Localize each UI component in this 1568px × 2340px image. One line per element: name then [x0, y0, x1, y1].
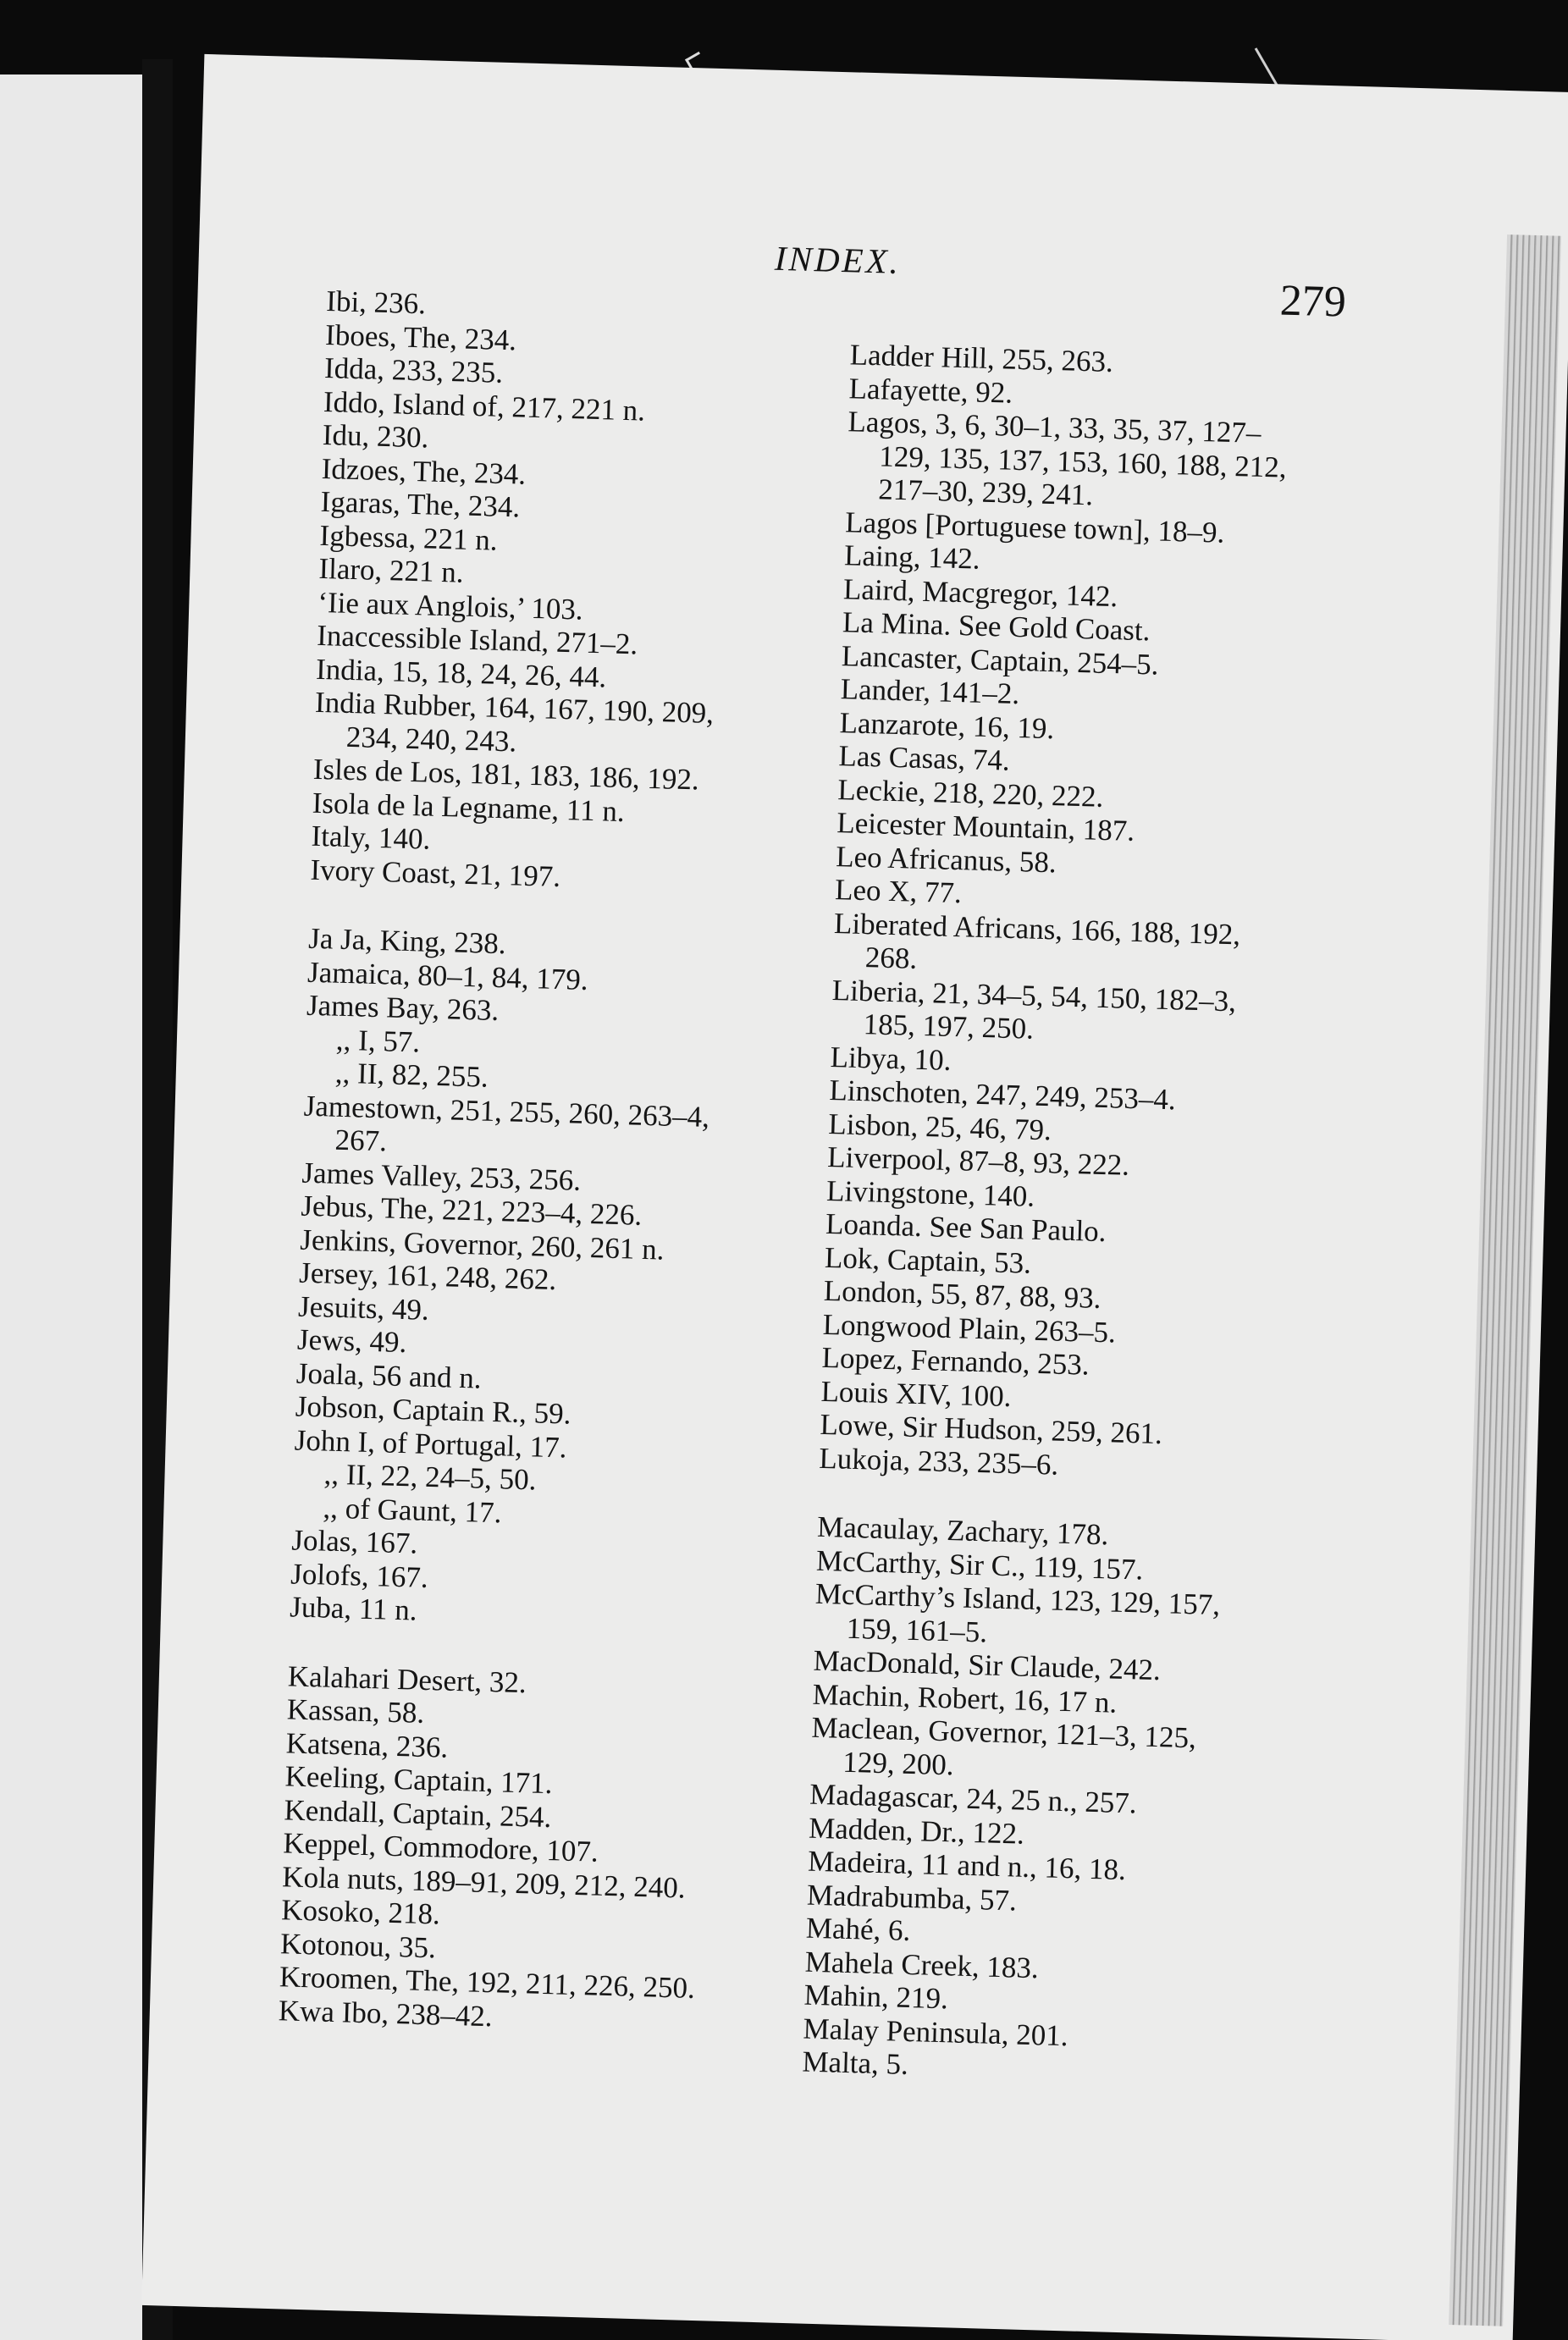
index-entry: Mahela Creek, 183.: [804, 1945, 1040, 1984]
index-entry: McCarthy, Sir C., 119, 157.: [815, 1543, 1144, 1587]
index-entry: Lopez, Fernando, 253.: [821, 1340, 1090, 1382]
index-entry: Jesuits, 49.: [297, 1289, 430, 1327]
index-entry: Las Casas, 74.: [838, 739, 1011, 777]
index-subentry: ,, I, 57.: [335, 1023, 421, 1058]
index-entry: Iboes, The, 234.: [324, 317, 517, 356]
index-entry: Maclean, Governor, 121–3, 125,: [811, 1710, 1197, 1755]
index-column-left: [278, 284, 742, 2039]
index-entry: Laird, Macgregor, 142.: [842, 571, 1118, 613]
index-entry-continuation: 267.: [334, 1123, 388, 1158]
index-entry-continuation: 159, 161–5.: [846, 1611, 988, 1648]
index-entry: Lagos, 3, 6, 30–1, 33, 35, 37, 127–: [847, 405, 1262, 450]
index-entry: Ibi, 236.: [325, 284, 427, 321]
index-entry: Lagos [Portuguese town], 18–9.: [844, 505, 1225, 549]
index-entry: Ladder Hill, 255, 263.: [849, 338, 1114, 379]
index-entry: Lowe, Sir Hudson, 259, 261.: [820, 1407, 1163, 1451]
index-entry: Jamaica, 80–1, 84, 179.: [306, 955, 589, 996]
index-entry: Italy, 140.: [311, 819, 431, 856]
index-entry: ‘Iie aux Anglois,’ 103.: [317, 585, 584, 626]
index-entry: McCarthy’s Island, 123, 129, 157,: [814, 1576, 1221, 1622]
index-entry: Jolas, 167.: [290, 1523, 418, 1560]
index-entry: Linschoten, 247, 249, 253–4.: [829, 1073, 1177, 1117]
index-entry: Machin, Robert, 16, 17 n.: [812, 1677, 1118, 1719]
index-entry: India Rubber, 164, 167, 190, 209,: [314, 685, 715, 730]
index-entry: Kroomen, The, 192, 211, 226, 250.: [279, 1960, 696, 2005]
index-entry: Iddo, Island of, 217, 221 n.: [323, 384, 646, 428]
page-stack-edges: [1449, 235, 1561, 2326]
running-head: INDEX.: [774, 238, 902, 281]
index-entry-continuation: 268.: [864, 941, 918, 975]
index-entry: Leo Africanus, 58.: [835, 839, 1057, 879]
index-page: [141, 54, 1568, 2340]
index-entry: Leckie, 218, 220, 222.: [836, 772, 1104, 814]
index-entry: Joala, 56 and n.: [295, 1356, 483, 1395]
index-entry: Kendall, Captain, 254.: [284, 1792, 552, 1834]
index-entry: Libya, 10.: [830, 1040, 952, 1077]
index-entry: Kola nuts, 189–91, 209, 212, 240.: [281, 1859, 687, 1905]
index-entry: Isola de la Legname, 11 n.: [312, 786, 626, 828]
index-entry: Madrabumba, 57.: [806, 1878, 1018, 1918]
index-entry-continuation: 234, 240, 243.: [345, 720, 517, 759]
index-entry: James Bay, 263.: [306, 988, 500, 1028]
index-entry: Lukoja, 233, 235–6.: [818, 1441, 1059, 1482]
index-entry: Kwa Ibo, 238–42.: [278, 1993, 494, 2033]
index-entry: Mahé, 6.: [805, 1911, 911, 1948]
index-entry: Lancaster, Captain, 254–5.: [841, 638, 1160, 682]
index-entry-continuation: 129, 200.: [842, 1745, 955, 1781]
index-entry: Ivory Coast, 21, 197.: [310, 853, 561, 893]
index-entry: Jersey, 161, 248, 262.: [298, 1256, 557, 1297]
index-entry: Jamestown, 251, 255, 260, 263–4,: [303, 1089, 710, 1134]
index-subentry: ,, II, 82, 255.: [334, 1056, 489, 1094]
index-entry: Leicester Mountain, 187.: [836, 806, 1135, 847]
index-entry: Lok, Captain, 53.: [824, 1240, 1032, 1280]
index-entry: London, 55, 87, 88, 93.: [823, 1273, 1102, 1316]
index-entry-continuation: 217–30, 239, 241.: [877, 472, 1094, 512]
index-entry: Malay Peninsula, 201.: [803, 2012, 1069, 2052]
index-entry: Kosoko, 218.: [280, 1893, 441, 1931]
index-entry: Juba, 11 n.: [289, 1590, 418, 1627]
index-entry: Madden, Dr., 122.: [808, 1811, 1025, 1851]
index-entry: Malta, 5.: [801, 2045, 909, 2082]
index-entry: James Valley, 253, 256.: [301, 1156, 582, 1197]
index-entry: Madagascar, 24, 25 n., 257.: [809, 1777, 1138, 1820]
index-entry: Igbessa, 221 n.: [319, 518, 499, 557]
index-entry: Leo X, 77.: [834, 873, 963, 910]
index-column-right: [802, 338, 1289, 2090]
index-entry: Liberia, 21, 34–5, 54, 150, 182–3,: [831, 973, 1237, 1018]
index-entry: Inaccessible Island, 271–2.: [316, 618, 638, 661]
index-entry: Liverpool, 87–8, 93, 222.: [826, 1140, 1130, 1182]
index-entry: Mahin, 219.: [803, 1978, 949, 2016]
facing-page-edge: [0, 75, 142, 2340]
index-entry: Katsena, 236.: [285, 1725, 449, 1764]
index-entry-continuation: 185, 197, 250.: [863, 1007, 1035, 1046]
index-entry: Keppel, Commodore, 107.: [282, 1826, 599, 1868]
index-entry: Idda, 233, 235.: [323, 351, 504, 389]
index-entry: Kalahari Desert, 32.: [287, 1658, 527, 1699]
index-entry: Loanda. See San Paulo.: [825, 1206, 1107, 1249]
index-entry: Idu, 230.: [322, 417, 429, 455]
index-entry: Louis XIV, 100.: [820, 1374, 1013, 1413]
index-entry: Lanzarote, 16, 19.: [839, 705, 1055, 745]
index-entry: Longwood Plain, 263–5.: [822, 1307, 1117, 1349]
index-entry: Jolofs, 167.: [290, 1556, 429, 1594]
index-entry: Ja Ja, King, 238.: [307, 921, 507, 961]
index-entry: Madeira, 11 and n., 16, 18.: [807, 1844, 1127, 1887]
index-entry: Macaulay, Zachary, 178.: [816, 1509, 1109, 1552]
index-entry: MacDonald, Sir Claude, 242.: [813, 1643, 1162, 1687]
index-entry: Kassan, 58.: [286, 1692, 425, 1730]
index-entry: Livingstone, 140.: [825, 1173, 1035, 1213]
index-entry: Liberated Africans, 166, 188, 192,: [833, 906, 1241, 951]
index-entry: Keeling, Captain, 171.: [284, 1759, 554, 1801]
index-entry: Lisbon, 25, 46, 79.: [827, 1107, 1052, 1146]
index-entry: Idzoes, The, 234.: [321, 451, 527, 491]
index-entry: India, 15, 18, 24, 26, 44.: [315, 652, 607, 693]
index-subentry: ,, II, 22, 24–5, 50.: [323, 1457, 537, 1497]
page-number: 279: [1279, 276, 1347, 327]
index-entry: Igaras, The, 234.: [320, 484, 521, 524]
index-entry: Jobson, Captain R., 59.: [295, 1389, 572, 1431]
index-entry-continuation: 129, 135, 137, 153, 160, 188, 212,: [878, 439, 1288, 484]
index-entry: Jews, 49.: [296, 1322, 407, 1360]
index-entry: Jenkins, Governor, 260, 261 n.: [299, 1222, 665, 1267]
index-entry: Lander, 141–2.: [840, 672, 1020, 711]
index-entry: Lafayette, 92.: [848, 371, 1013, 410]
index-entry: Ilaro, 221 n.: [317, 551, 465, 589]
index-entry: La Mina. See Gold Coast.: [842, 605, 1151, 648]
index-entry: Kotonou, 35.: [279, 1926, 437, 1964]
index-entry: John I, of Portugal, 17.: [294, 1423, 568, 1464]
index-entry: Laing, 142.: [843, 538, 981, 576]
index-entry: Jebus, The, 221, 223–4, 226.: [300, 1189, 643, 1232]
index-entry: Isles de Los, 181, 183, 186, 192.: [312, 752, 700, 797]
index-subentry: ,, of Gaunt, 17.: [323, 1490, 502, 1529]
